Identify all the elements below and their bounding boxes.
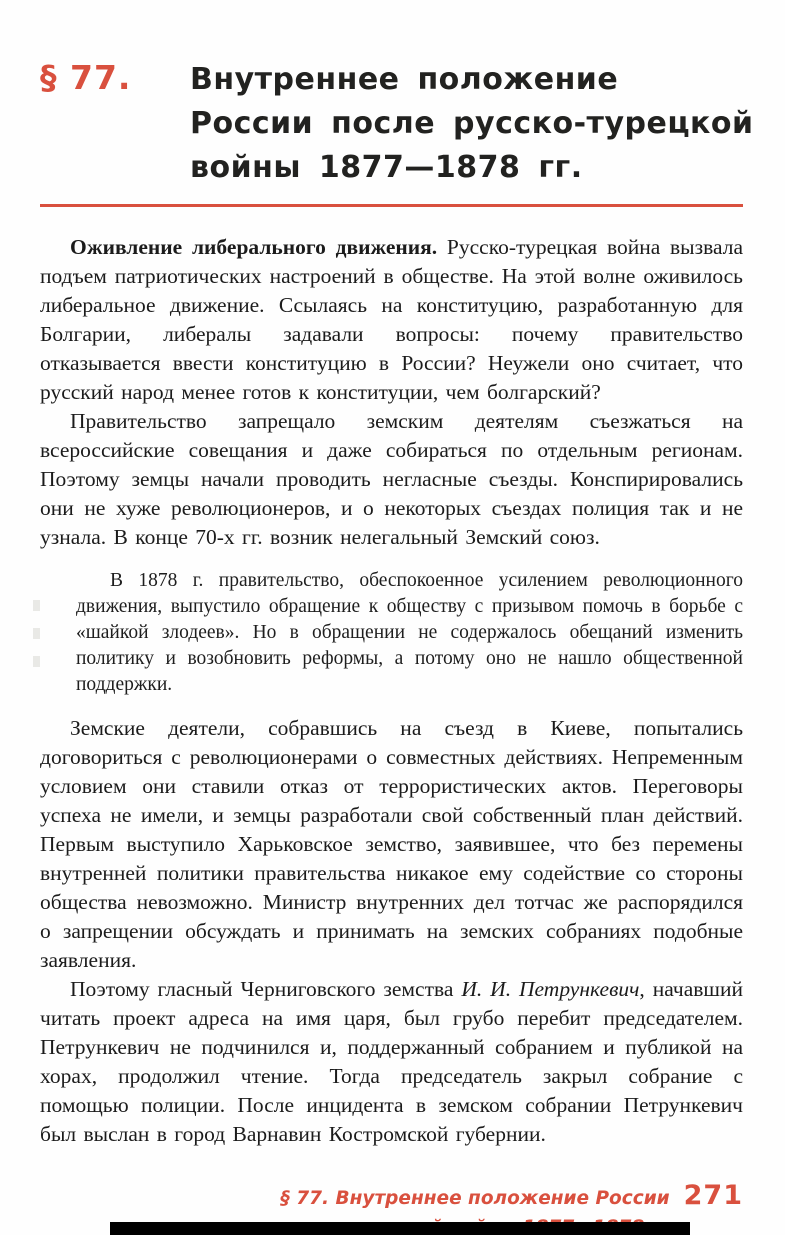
page-number: 271 [683, 1180, 743, 1211]
small-print-note: В 1878 г. правительство, обеспокоенное усилением революционного движения, выпустило обращение к обществу с призывом помочь в борьбе с «шайкой злодеев». Но в обращении не содержалось обещаний изменить политику и возобновить реформы, а потому оно не нашло общественной поддержки. [76, 570, 743, 695]
chapter-title [190, 58, 754, 190]
paragraph-intro-text: Русско-турецкая война вызвала подъем патриотических настроений в обществе. На этой волне оживилось либеральное движение. Ссылаясь на конституцию, разработанную для Болгарии, либералы задавали вопросы: почему правительство отказывается ввести конституцию в России? Неужели оно считает, что русский народ менее готов к конституции, чем болгарский? [40, 235, 743, 404]
petrunkevich-before: Поэтому гласный Черниговского земства [70, 977, 462, 1001]
paragraph-kiev-congress: Земские деятели, собравшись на съезд в Киеве, попытались договориться с революционерами о совместных действиях. Непременным условием они ставили отказ от террористических актов. Переговоры успеха не имели, и земцы разработали свой собственный план действий. Первым выступило Харьковское земство, заявившее, что без перемены внутренней политики правительства никакое ему содействие со стороны общества невозможно. Министр внутренних дел тотчас же распорядился о запрещении обсуждать и принимать на земских собраниях подобные заявления. [40, 716, 743, 972]
paragraph-petrunkevich [40, 975, 743, 1149]
body-text [40, 233, 743, 1149]
scan-edge-artifact [33, 656, 40, 667]
paragraph-zemstvo-ban: Правительство запрещало земским деятелям съезжаться на всероссийские совещания и даже собираться по отдельным регионам. Поэтому земцы начали проводить негласные съезды. Конспирировались они не хуже революционеров, и о некоторых съездах полиция так и не узнала. В конце 70-х гг. возник нелегальный Земский союз. [40, 409, 743, 549]
petrunkevich-name: И. И. Петрункевич [461, 977, 640, 1001]
paragraph-intro-lead: Оживление либерального движения. [70, 235, 438, 259]
title-line-2: России после русско-турецкой [190, 106, 754, 141]
section-number: § 77. [40, 58, 132, 97]
scan-edge-artifact [33, 628, 40, 639]
petrunkevich-after: , начавший читать проект адреса на имя царя, был грубо перебит председателем. Петрункевич не подчинился и, поддержанный собранием и публикой на хорах, продолжил чтение. Тогда председатель закрыл собрание с помощью полиции. После инцидента в земском собрании Петрункевич был выслан в город Варнавин Костромской губернии. [40, 977, 743, 1146]
paragraph-intro [40, 233, 743, 407]
section-heading [40, 58, 754, 190]
footer-line-1 [40, 1181, 743, 1213]
title-line-3: войны 1877—1878 гг. [190, 150, 583, 185]
scan-edge-artifact [33, 600, 40, 611]
footer-title-part1: § 77. Внутреннее положение России [280, 1188, 670, 1209]
title-line-1: Внутреннее положение [190, 62, 619, 97]
heading-rule [40, 204, 743, 207]
scan-bottom-bar-artifact [110, 1222, 690, 1235]
